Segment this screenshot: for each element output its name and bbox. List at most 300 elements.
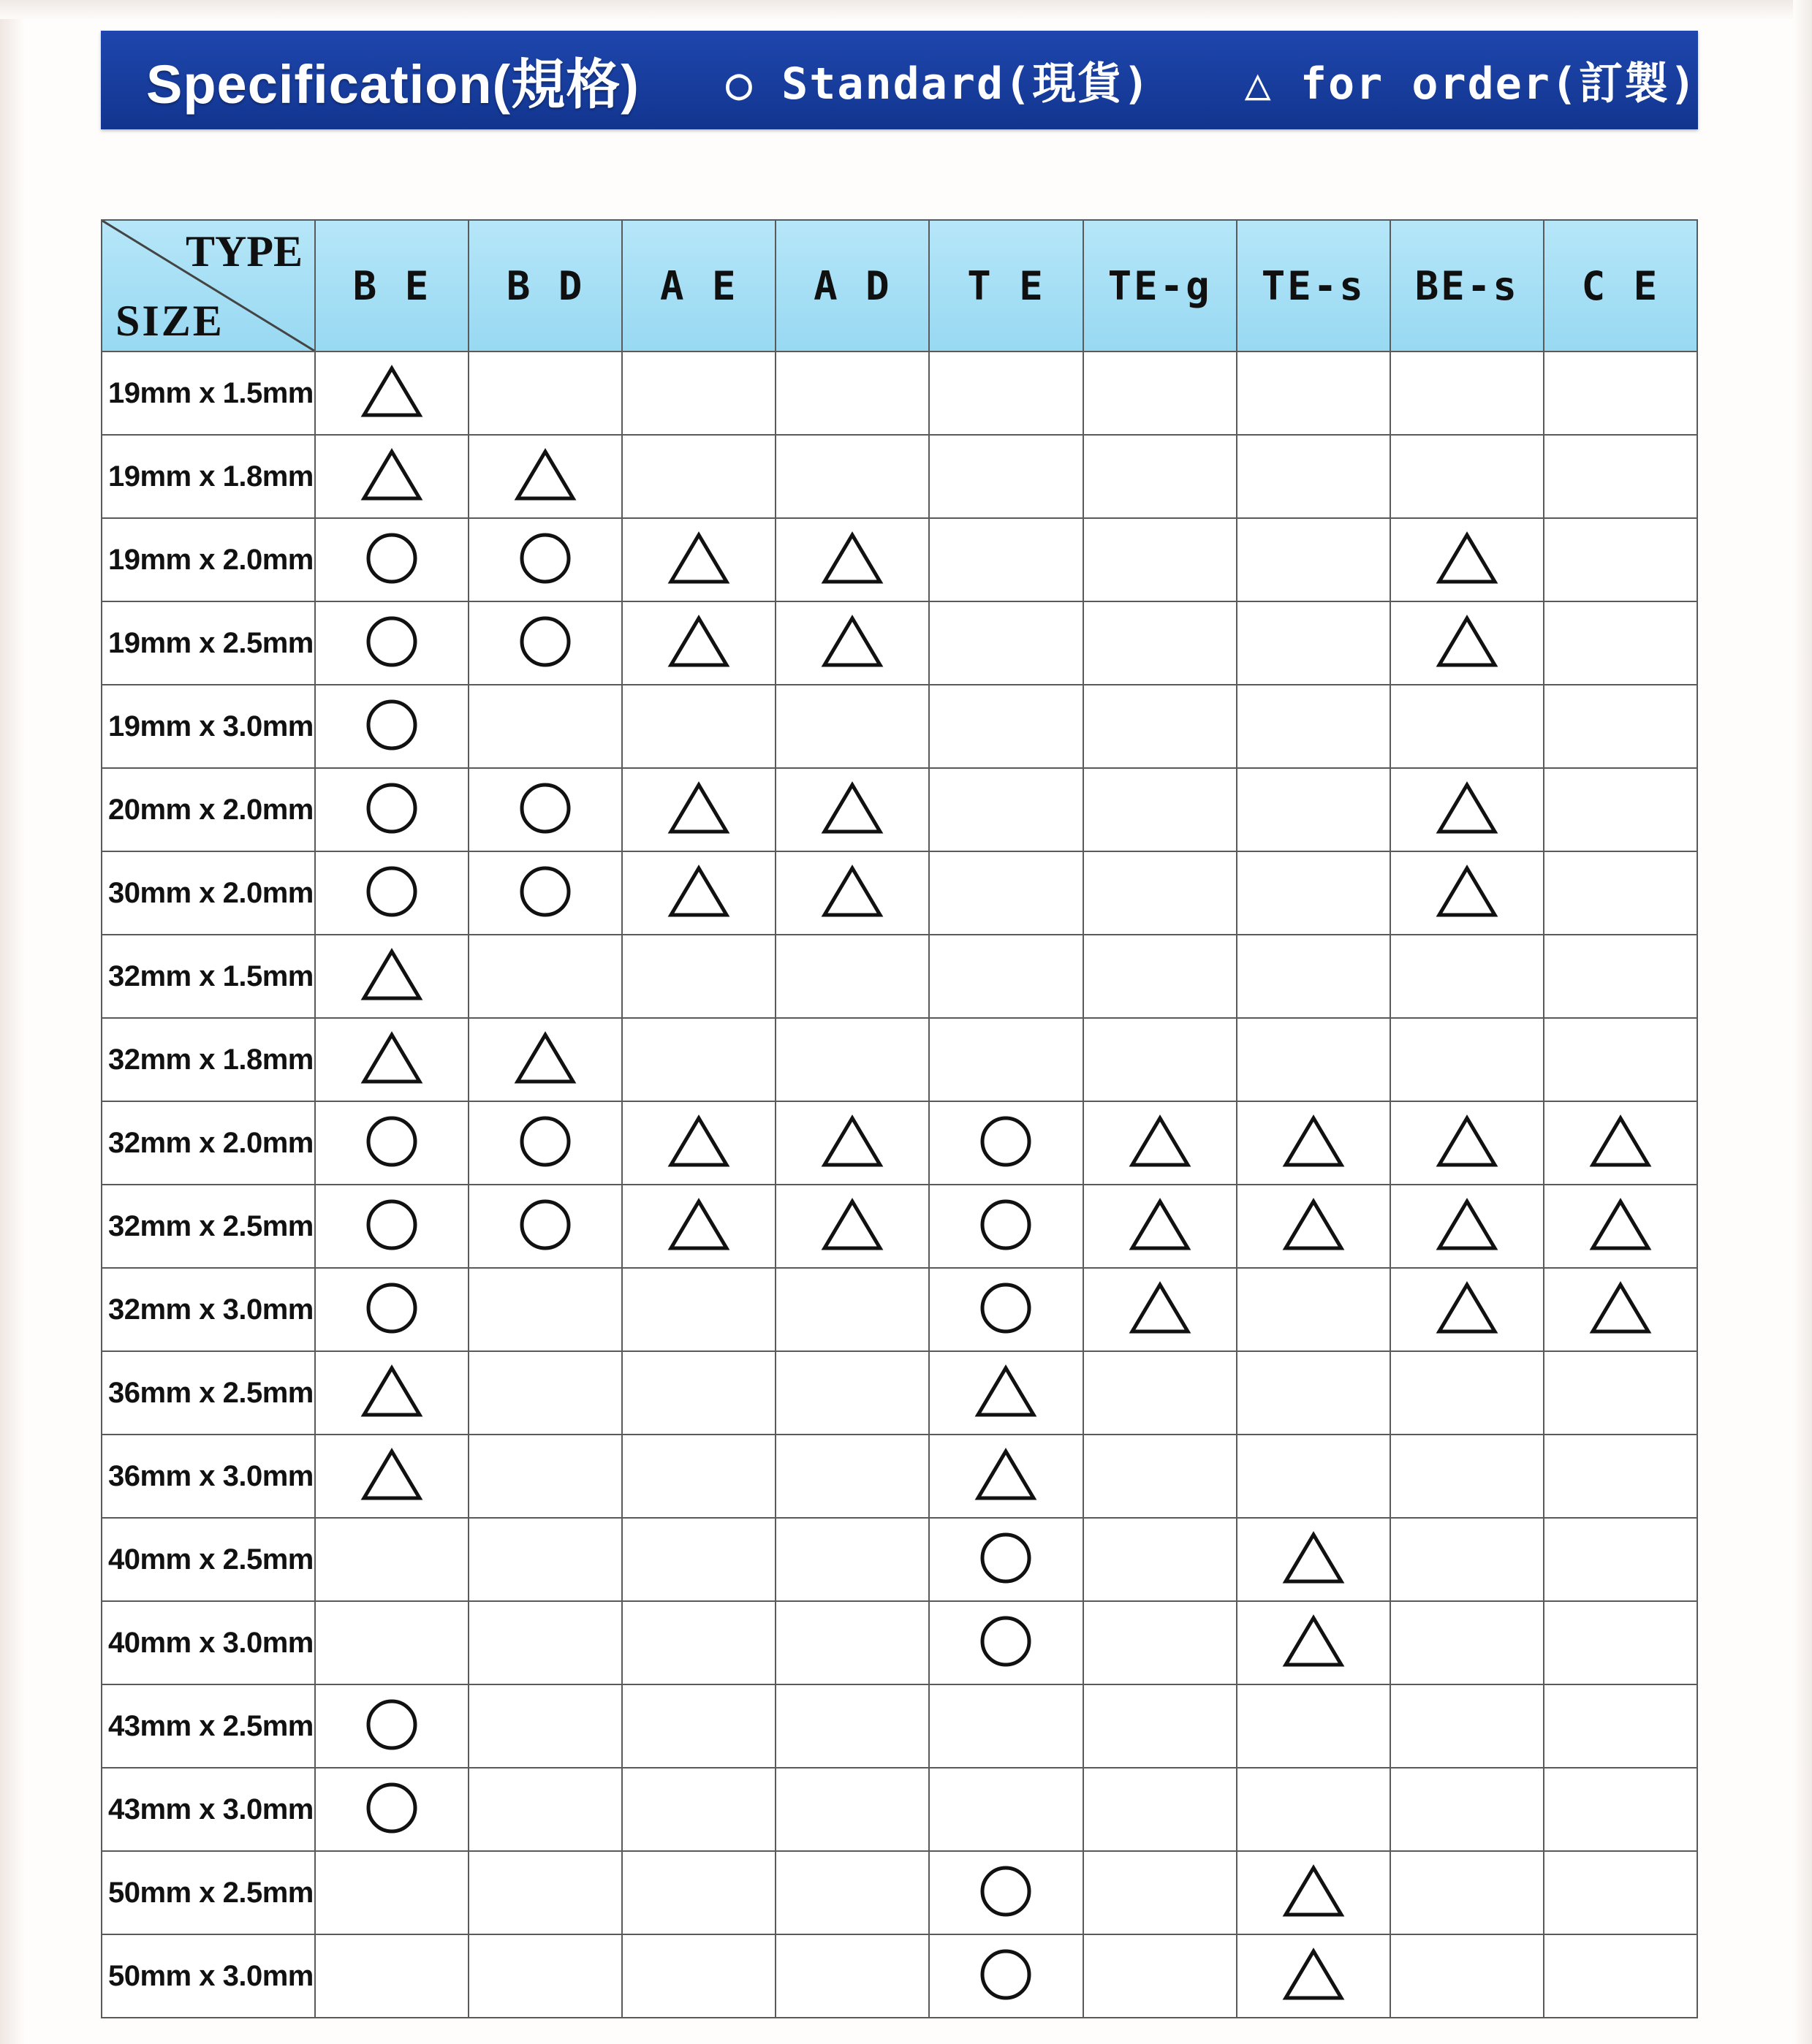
triangle-icon [1436, 864, 1498, 919]
spec-cell [315, 1768, 469, 1851]
spec-cell [1544, 1435, 1697, 1518]
spec-cell [1390, 1268, 1544, 1351]
spec-cell [315, 1601, 469, 1684]
spec-cell [315, 1851, 469, 1934]
spec-cell [1544, 518, 1697, 601]
column-header-be [315, 220, 469, 352]
triangle-icon [514, 1030, 577, 1086]
spec-cell [776, 1601, 929, 1684]
circle-icon [365, 1281, 419, 1335]
circle-icon [365, 1781, 419, 1835]
spec-cell [1083, 768, 1237, 851]
spec-cell [315, 1268, 469, 1351]
spec-cell [1544, 352, 1697, 435]
spec-cell [469, 1268, 622, 1351]
spec-cell [1083, 1601, 1237, 1684]
column-header-label: B E [352, 262, 431, 309]
triangle-icon [821, 1197, 884, 1253]
spec-cell [1544, 1101, 1697, 1185]
triangle-icon [1129, 1197, 1191, 1253]
spec-cell [469, 685, 622, 768]
spec-cell [929, 1684, 1083, 1768]
triangle-icon [667, 864, 730, 919]
spec-cell [469, 601, 622, 685]
spec-cell [1083, 1351, 1237, 1435]
legend-for-order: △ for order(訂製) [1244, 58, 1698, 110]
table-row [102, 1018, 1697, 1101]
spec-cell [776, 1268, 929, 1351]
spec-cell [315, 518, 469, 601]
spec-cell [1390, 1018, 1544, 1101]
circle-icon [518, 531, 572, 585]
spec-cell [622, 435, 776, 518]
spec-cell [1237, 352, 1390, 435]
spec-cell [776, 935, 929, 1018]
triangle-icon [821, 614, 884, 669]
spec-cell [929, 1768, 1083, 1851]
spec-cell [776, 1684, 929, 1768]
spec-cell [929, 1101, 1083, 1185]
spec-cell [1083, 1518, 1237, 1601]
table-row [102, 1435, 1697, 1518]
spec-cell [469, 1934, 622, 2018]
row-size-label: 32mm x 1.5mm [102, 935, 315, 1018]
table-row [102, 1185, 1697, 1268]
column-header-bd [469, 220, 622, 352]
spec-cell [315, 1101, 469, 1185]
spec-cell [929, 1934, 1083, 2018]
spec-cell [1390, 1185, 1544, 1268]
spec-cell [1237, 1435, 1390, 1518]
triangle-icon [1129, 1114, 1191, 1169]
circle-icon [365, 615, 419, 669]
spec-cell [1237, 1851, 1390, 1934]
table-row [102, 1268, 1697, 1351]
spec-cell [1083, 1684, 1237, 1768]
table-row [102, 851, 1697, 935]
spec-cell [1083, 435, 1237, 518]
column-header-label: BE-s [1414, 262, 1519, 309]
spec-cell [1544, 935, 1697, 1018]
spec-cell [622, 1851, 776, 1934]
circle-icon [365, 865, 419, 919]
table-row [102, 1518, 1697, 1601]
spec-cell [622, 1268, 776, 1351]
spec-cell [315, 851, 469, 935]
triangle-icon [821, 864, 884, 919]
spec-cell [1390, 1934, 1544, 2018]
specification-table [101, 219, 1698, 2018]
column-header-label: C E [1581, 262, 1660, 309]
spec-cell [929, 435, 1083, 518]
spec-cell [1083, 851, 1237, 935]
spec-cell [469, 1768, 622, 1851]
spec-cell [1237, 685, 1390, 768]
paper-edge-top [0, 0, 1812, 19]
spec-cell [929, 601, 1083, 685]
table-body [102, 352, 1697, 2018]
column-header-label: B D [506, 262, 585, 309]
spec-cell [315, 601, 469, 685]
spec-cell [315, 1518, 469, 1601]
spec-cell [929, 1435, 1083, 1518]
spec-cell [1083, 352, 1237, 435]
circle-icon [518, 1198, 572, 1252]
spec-cell [929, 1351, 1083, 1435]
row-size-label: 32mm x 2.0mm [102, 1101, 315, 1185]
spec-cell [1544, 1185, 1697, 1268]
spec-cell [1390, 685, 1544, 768]
spec-cell [469, 352, 622, 435]
column-header-label: TE-s [1261, 262, 1365, 309]
triangle-icon [821, 531, 884, 586]
triangle-icon [1436, 614, 1498, 669]
spec-cell [1390, 1101, 1544, 1185]
spec-cell [776, 435, 929, 518]
spec-cell [1237, 935, 1390, 1018]
column-header-label: A E [660, 262, 738, 309]
spec-cell [929, 935, 1083, 1018]
spec-cell [776, 601, 929, 685]
column-header-ad [776, 220, 929, 352]
spec-cell [315, 1018, 469, 1101]
spec-cell [776, 851, 929, 935]
spec-cell [1390, 601, 1544, 685]
spec-cell [469, 1101, 622, 1185]
spec-cell [622, 1185, 776, 1268]
spec-cell [622, 601, 776, 685]
corner-type-label: TYPE [185, 227, 303, 276]
triangle-icon [974, 1447, 1037, 1502]
spec-cell [776, 1101, 929, 1185]
spec-cell [469, 935, 622, 1018]
circle-icon [979, 1198, 1033, 1252]
spec-cell [622, 518, 776, 601]
spec-cell [469, 1435, 622, 1518]
spec-cell [1544, 1018, 1697, 1101]
triangle-icon [360, 947, 423, 1003]
triangle-icon [974, 1364, 1037, 1419]
table-row [102, 935, 1697, 1018]
spec-cell [1544, 1768, 1697, 1851]
spec-cell [776, 1351, 929, 1435]
spec-cell [776, 1185, 929, 1268]
spec-cell [469, 1018, 622, 1101]
row-size-label: 19mm x 2.0mm [102, 518, 315, 601]
spec-cell [315, 1185, 469, 1268]
circle-icon [518, 865, 572, 919]
spec-cell [929, 768, 1083, 851]
row-size-label: 20mm x 2.0mm [102, 768, 315, 851]
spec-cell [622, 1101, 776, 1185]
spec-cell [469, 518, 622, 601]
row-size-label: 19mm x 1.5mm [102, 352, 315, 435]
row-size-label: 19mm x 3.0mm [102, 685, 315, 768]
spec-cell [1390, 935, 1544, 1018]
row-size-label: 19mm x 2.5mm [102, 601, 315, 685]
spec-cell [929, 1518, 1083, 1601]
row-size-label: 50mm x 3.0mm [102, 1934, 315, 2018]
spec-cell [1544, 1351, 1697, 1435]
triangle-icon [1282, 1114, 1345, 1169]
spec-cell [1544, 685, 1697, 768]
spec-cell [1237, 1768, 1390, 1851]
spec-cell [776, 1851, 929, 1934]
spec-cell [929, 851, 1083, 935]
column-header-ce [1544, 220, 1697, 352]
triangle-icon [1282, 1614, 1345, 1669]
circle-icon [518, 781, 572, 835]
spec-cell [1237, 1518, 1390, 1601]
spec-cell [1083, 518, 1237, 601]
spec-cell [469, 1601, 622, 1684]
table-header-row [102, 220, 1697, 352]
spec-cell [776, 1435, 929, 1518]
spec-cell [1083, 685, 1237, 768]
column-header-be-s [1390, 220, 1544, 352]
spec-cell [622, 1018, 776, 1101]
spec-cell [1237, 518, 1390, 601]
spec-cell [469, 435, 622, 518]
triangle-icon [1589, 1280, 1652, 1336]
spec-cell [622, 1934, 776, 2018]
spec-cell [1083, 601, 1237, 685]
spec-cell [1390, 352, 1544, 435]
triangle-icon [360, 364, 423, 419]
spec-cell [1544, 1934, 1697, 2018]
triangle-icon [1436, 1114, 1498, 1169]
triangle-icon [821, 1114, 884, 1169]
triangle-icon [667, 1197, 730, 1253]
table-corner-header [102, 220, 315, 352]
triangle-icon [667, 614, 730, 669]
triangle-icon [667, 531, 730, 586]
banner-title: Specification(規格) [146, 53, 640, 115]
spec-cell [1237, 1185, 1390, 1268]
spec-cell [776, 1768, 929, 1851]
spec-cell [1083, 1435, 1237, 1518]
spec-cell [1083, 1934, 1237, 2018]
spec-cell [1544, 1518, 1697, 1601]
spec-cell [622, 1435, 776, 1518]
circle-icon [979, 1281, 1033, 1335]
spec-cell [1237, 1601, 1390, 1684]
spec-cell [1237, 1684, 1390, 1768]
row-size-label: 32mm x 2.5mm [102, 1185, 315, 1268]
table-row [102, 685, 1697, 768]
spec-cell [1544, 768, 1697, 851]
table-row [102, 1768, 1697, 1851]
spec-cell [1544, 435, 1697, 518]
column-header-ae [622, 220, 776, 352]
spec-cell [1390, 851, 1544, 935]
spec-cell [1237, 1934, 1390, 2018]
spec-cell [622, 1518, 776, 1601]
row-size-label: 30mm x 2.0mm [102, 851, 315, 935]
row-size-label: 50mm x 2.5mm [102, 1851, 315, 1934]
spec-cell [929, 1268, 1083, 1351]
table-row [102, 1351, 1697, 1435]
triangle-icon [1282, 1947, 1345, 2002]
triangle-icon [1129, 1280, 1191, 1336]
spec-cell [622, 1351, 776, 1435]
column-header-label: A D [814, 262, 892, 309]
triangle-icon [1436, 1280, 1498, 1336]
paper-edge-right [1793, 0, 1812, 2044]
spec-cell [1083, 1185, 1237, 1268]
spec-cell [1237, 1101, 1390, 1185]
spec-cell [622, 1601, 776, 1684]
circle-icon [518, 1114, 572, 1169]
spec-cell [1390, 1851, 1544, 1934]
row-size-label: 36mm x 3.0mm [102, 1435, 315, 1518]
triangle-icon [1436, 531, 1498, 586]
triangle-icon [1282, 1530, 1345, 1586]
spec-cell [1390, 1768, 1544, 1851]
spec-cell [929, 352, 1083, 435]
table-row [102, 352, 1697, 435]
spec-cell [1237, 851, 1390, 935]
spec-cell [469, 851, 622, 935]
column-header-te [929, 220, 1083, 352]
triangle-icon [360, 1447, 423, 1502]
spec-cell [1083, 1018, 1237, 1101]
circle-icon [979, 1531, 1033, 1585]
spec-cell [622, 935, 776, 1018]
paper-edge-left [0, 0, 25, 2044]
table-row [102, 1851, 1697, 1934]
circle-icon [365, 698, 419, 752]
spec-cell [315, 1351, 469, 1435]
spec-cell [929, 1851, 1083, 1934]
spec-cell [929, 1185, 1083, 1268]
spec-cell [1237, 768, 1390, 851]
spec-cell [469, 1684, 622, 1768]
spec-cell [1237, 1268, 1390, 1351]
spec-cell [1544, 1601, 1697, 1684]
spec-cell [776, 768, 929, 851]
spec-cell [1390, 1601, 1544, 1684]
spec-cell [622, 768, 776, 851]
spec-cell [315, 352, 469, 435]
spec-cell [1083, 1768, 1237, 1851]
spec-cell [1390, 1684, 1544, 1768]
spec-cell [315, 1684, 469, 1768]
triangle-icon [1282, 1863, 1345, 1919]
spec-cell [469, 1518, 622, 1601]
specification-table-wrap [101, 219, 1698, 2018]
circle-icon [365, 1198, 419, 1252]
column-header-te-g [1083, 220, 1237, 352]
column-header-label: TE-g [1107, 262, 1212, 309]
spec-cell [929, 1018, 1083, 1101]
triangle-icon [514, 447, 577, 503]
table-row [102, 768, 1697, 851]
column-header-label: T E [967, 262, 1045, 309]
table-row [102, 1601, 1697, 1684]
legend-standard: ○ Standard(現貨) [725, 58, 1151, 110]
spec-cell [1544, 851, 1697, 935]
spec-cell [622, 1768, 776, 1851]
spec-cell [1237, 435, 1390, 518]
circle-icon [979, 1614, 1033, 1668]
spec-cell [1390, 1435, 1544, 1518]
spec-cell [1390, 1351, 1544, 1435]
circle-icon [365, 781, 419, 835]
spec-cell [469, 1185, 622, 1268]
row-size-label: 40mm x 2.5mm [102, 1518, 315, 1601]
spec-cell [929, 518, 1083, 601]
spec-cell [315, 768, 469, 851]
spec-cell [469, 1351, 622, 1435]
table-row [102, 1101, 1697, 1185]
triangle-icon [1436, 1197, 1498, 1253]
triangle-icon [667, 780, 730, 836]
triangle-icon [1589, 1197, 1652, 1253]
table-row [102, 1684, 1697, 1768]
circle-icon [365, 1698, 419, 1752]
spec-cell [622, 851, 776, 935]
row-size-label: 43mm x 2.5mm [102, 1684, 315, 1768]
spec-cell [1237, 601, 1390, 685]
row-size-label: 32mm x 1.8mm [102, 1018, 315, 1101]
spec-cell [1390, 518, 1544, 601]
spec-cell [929, 685, 1083, 768]
row-size-label: 19mm x 1.8mm [102, 435, 315, 518]
spec-cell [1237, 1351, 1390, 1435]
spec-cell [929, 1601, 1083, 1684]
row-size-label: 43mm x 3.0mm [102, 1768, 315, 1851]
spec-cell [1544, 1268, 1697, 1351]
triangle-icon [667, 1114, 730, 1169]
spec-cell [1544, 1684, 1697, 1768]
spec-cell [776, 1934, 929, 2018]
spec-cell [1390, 768, 1544, 851]
spec-cell [776, 1518, 929, 1601]
spec-cell [1083, 935, 1237, 1018]
spec-cell [1544, 601, 1697, 685]
table-row [102, 435, 1697, 518]
spec-cell [1083, 1268, 1237, 1351]
spec-cell [622, 352, 776, 435]
circle-icon [518, 615, 572, 669]
triangle-icon [360, 1030, 423, 1086]
row-size-label: 36mm x 2.5mm [102, 1351, 315, 1435]
spec-cell [1083, 1851, 1237, 1934]
spec-cell [1237, 1018, 1390, 1101]
triangle-icon [1436, 780, 1498, 836]
spec-cell [315, 1435, 469, 1518]
spec-cell [622, 685, 776, 768]
triangle-icon [360, 1364, 423, 1419]
banner-legend [726, 49, 1697, 112]
spec-cell [1390, 435, 1544, 518]
spec-cell [469, 768, 622, 851]
spec-cell [776, 518, 929, 601]
corner-size-label: SIZE [115, 297, 224, 345]
spec-cell [776, 352, 929, 435]
spec-cell [1544, 1851, 1697, 1934]
row-size-label: 40mm x 3.0mm [102, 1601, 315, 1684]
circle-icon [365, 1114, 419, 1169]
triangle-icon [821, 780, 884, 836]
spec-cell [315, 685, 469, 768]
spec-cell [1083, 1101, 1237, 1185]
spec-cell [776, 1018, 929, 1101]
spec-cell [315, 435, 469, 518]
circle-icon [365, 531, 419, 585]
table-row [102, 601, 1697, 685]
